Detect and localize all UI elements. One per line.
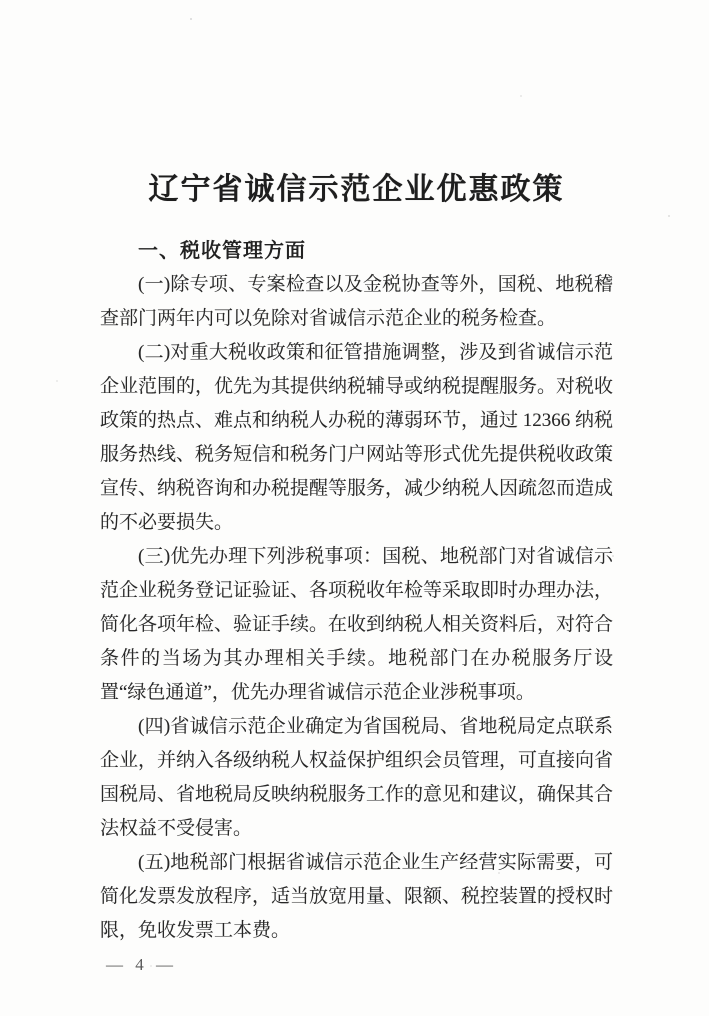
page-number: — 4 —	[106, 955, 177, 974]
paragraph-4: (四)省诚信示范企业确定为省国税局、省地税局定点联系企业，并纳入各级纳税人权益保护组织会员管理，可直接向省国税局、省地税局反映纳税服务工作的意见和建议，确保其合法权益不受侵害。	[100, 716, 614, 839]
section-heading: 一、税收管理方面	[138, 240, 306, 262]
document-content	[100, 0, 613, 975]
scan-noise-specks	[0, 0, 2, 2]
paragraph-5: (五)地税部门根据省诚信示范企业生产经营实际需要，可简化发票发放程序，适当放宽用量、限额、税控装置的授权时限，免收发票工本费。	[100, 852, 614, 941]
document-title: 辽宁省诚信示范企业优惠政策	[148, 173, 565, 206]
paragraph-2: (二)对重大税收政策和征管措施调整，涉及到省诚信示范企业范围的，优先为其提供纳税辅导或纳税提醒服务。对税收政策的热点、难点和纳税人办税的薄弱环节，通过 12366 纳税服务热线、税务短信和税务门户网站等形式优先提供税收政策宣传、纳税咨询和办税提醒等服务，减少纳税人因疏忽而造成的不必要损失。	[100, 342, 614, 533]
paragraph-1: (一)除专项、专案检查以及金税协查等外，国税、地税稽查部门两年内可以免除对省诚信示范企业的税务检查。	[100, 274, 613, 329]
paragraph-3: (三)优先办理下列涉税事项：国税、地税部门对省诚信示范企业税务登记证验证、各项税收年检等采取即时办理办法，简化各项年检、验证手续。在收到纳税人相关资料后，对符合条件的当场为其办理相关手续。地税部门在办税服务厅设置“绿色通道”，优先办理省诚信示范企业涉税事项。	[100, 546, 614, 703]
